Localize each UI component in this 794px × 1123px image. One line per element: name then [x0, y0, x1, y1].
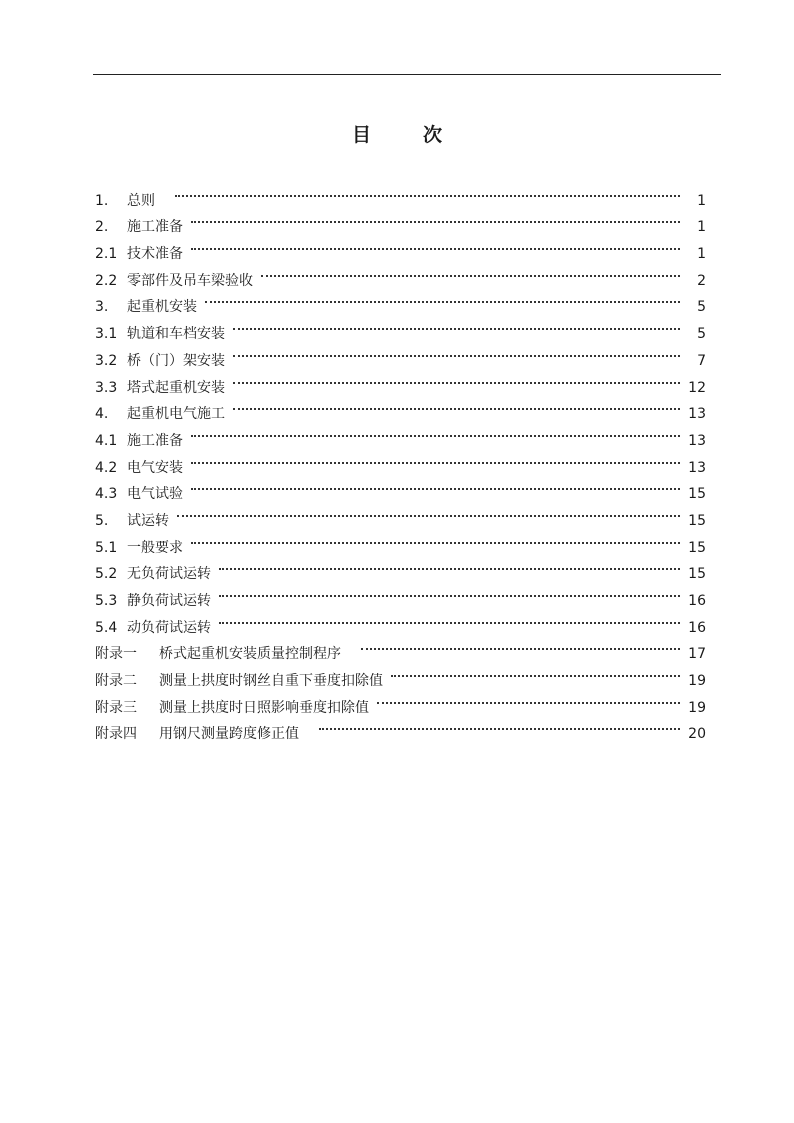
toc-entry-title: 动负荷试运转	[127, 619, 211, 636]
page-title-char-1: 目	[351, 124, 371, 146]
toc-entry-page: 15	[688, 512, 706, 529]
toc-entry-page: 17	[688, 646, 706, 663]
toc-entry[interactable]	[95, 178, 706, 209]
toc-entry-title: 施工准备	[127, 219, 183, 236]
toc-entry[interactable]	[95, 205, 706, 236]
toc-entry-page: 15	[688, 566, 706, 583]
dot-leader	[191, 525, 680, 552]
dot-leader	[319, 712, 680, 739]
toc-entry-title: 零部件及吊车梁验收	[127, 272, 253, 289]
toc-entry-number: 5.3	[95, 593, 118, 609]
toc-entry-title: 轨道和车档安装	[127, 326, 225, 343]
dot-leader	[219, 605, 680, 632]
table-of-contents	[95, 178, 706, 743]
dot-leader	[391, 658, 680, 685]
dot-leader	[175, 178, 680, 205]
toc-entry-title: 起重机电气施工	[127, 406, 225, 423]
toc-entry-page: 15	[688, 539, 706, 556]
dot-leader	[177, 498, 680, 525]
toc-entry-page: 2	[697, 272, 706, 289]
toc-entry-page: 19	[688, 699, 706, 716]
toc-entry-page: 1	[697, 219, 706, 236]
toc-entry-title: 用钢尺测量跨度修正值	[159, 726, 299, 743]
toc-entry-title: 塔式起重机安装	[127, 379, 225, 396]
dot-leader	[261, 258, 680, 285]
toc-entry-number: 5.1	[95, 539, 118, 556]
toc-entry-page: 12	[688, 379, 706, 396]
toc-entry-title: 测量上拱度时钢丝自重下垂度扣除值	[159, 673, 383, 690]
toc-entry-page: 7	[697, 352, 706, 369]
dot-leader	[233, 365, 680, 392]
toc-entry-page: 13	[688, 459, 706, 476]
toc-entry-title: 无负荷试运转	[127, 566, 211, 583]
toc-entry[interactable]	[95, 472, 706, 503]
dot-leader	[191, 231, 680, 258]
dot-leader	[219, 552, 680, 579]
toc-entry[interactable]	[95, 445, 706, 476]
toc-entry-page: 16	[688, 619, 706, 636]
toc-entry-title: 测量上拱度时日照影响垂度扣除值	[159, 699, 369, 716]
toc-entry-number: 4.	[95, 406, 109, 423]
toc-entry-number: 1.	[95, 192, 109, 209]
dot-leader	[191, 445, 680, 472]
toc-entry-page: 13	[688, 406, 706, 423]
toc-entry[interactable]	[95, 552, 706, 583]
dot-leader	[205, 285, 680, 312]
toc-entry-page: 16	[688, 593, 706, 609]
toc-entry-number: 3.	[95, 299, 109, 316]
toc-entry-title: 电气安装	[127, 459, 183, 476]
toc-entry-title: 电气试验	[127, 486, 183, 503]
toc-entry-title: 桥（门）架安装	[127, 352, 225, 369]
dot-leader	[191, 472, 680, 499]
toc-entry-number: 3.3	[95, 379, 118, 396]
toc-entry[interactable]	[95, 525, 706, 556]
toc-entry-number: 附录二	[95, 673, 137, 690]
header-rule	[93, 74, 721, 75]
toc-entry-number: 5.4	[95, 619, 118, 636]
toc-entry-number: 2.2	[95, 272, 118, 289]
page-title	[0, 120, 794, 147]
toc-entry-title: 试运转	[127, 512, 169, 529]
toc-entry-title: 技术准备	[127, 246, 183, 263]
toc-entry-number: 2.	[95, 219, 109, 236]
toc-entry[interactable]	[95, 231, 706, 263]
toc-entry-number: 5.2	[95, 566, 118, 583]
toc-entry-number: 3.1	[95, 326, 118, 343]
dot-leader	[233, 311, 680, 338]
toc-entry-page: 20	[688, 726, 706, 743]
toc-entry-number: 4.3	[95, 486, 118, 503]
toc-entry-title: 静负荷试运转	[127, 593, 211, 609]
toc-entry-number: 3.2	[95, 352, 118, 369]
dot-leader	[361, 632, 680, 659]
dot-leader	[219, 578, 680, 605]
toc-entry[interactable]	[95, 258, 706, 289]
toc-entry[interactable]	[95, 498, 706, 529]
dot-leader	[191, 205, 680, 232]
toc-entry-page: 1	[697, 192, 706, 209]
toc-entry-page: 15	[688, 486, 706, 503]
toc-entry-number: 附录四	[95, 726, 137, 743]
toc-entry-page: 1	[697, 246, 706, 263]
toc-entry-page: 5	[697, 299, 706, 316]
toc-entry-number: 附录三	[95, 699, 137, 716]
toc-entry-number: 附录一	[95, 646, 137, 663]
toc-entry-title: 施工准备	[127, 432, 183, 449]
dot-leader	[233, 392, 680, 419]
toc-entry-number: 4.2	[95, 459, 118, 476]
dot-leader	[233, 338, 680, 365]
toc-entry-page: 5	[697, 326, 706, 343]
dot-leader	[377, 685, 680, 712]
toc-entry-title: 总则	[127, 192, 155, 209]
toc-entry-number: 4.1	[95, 432, 118, 449]
toc-entry-page: 13	[688, 432, 706, 449]
toc-entry-number: 5.	[95, 512, 109, 529]
toc-entry-title: 起重机安装	[127, 299, 197, 316]
toc-entry-title: 一般要求	[127, 539, 183, 556]
dot-leader	[191, 418, 680, 445]
toc-entry-number: 2.1	[95, 246, 118, 263]
toc-entry-title: 桥式起重机安装质量控制程序	[159, 646, 341, 663]
page-title-char-2: 次	[423, 124, 443, 146]
toc-entry-page: 19	[688, 673, 706, 690]
